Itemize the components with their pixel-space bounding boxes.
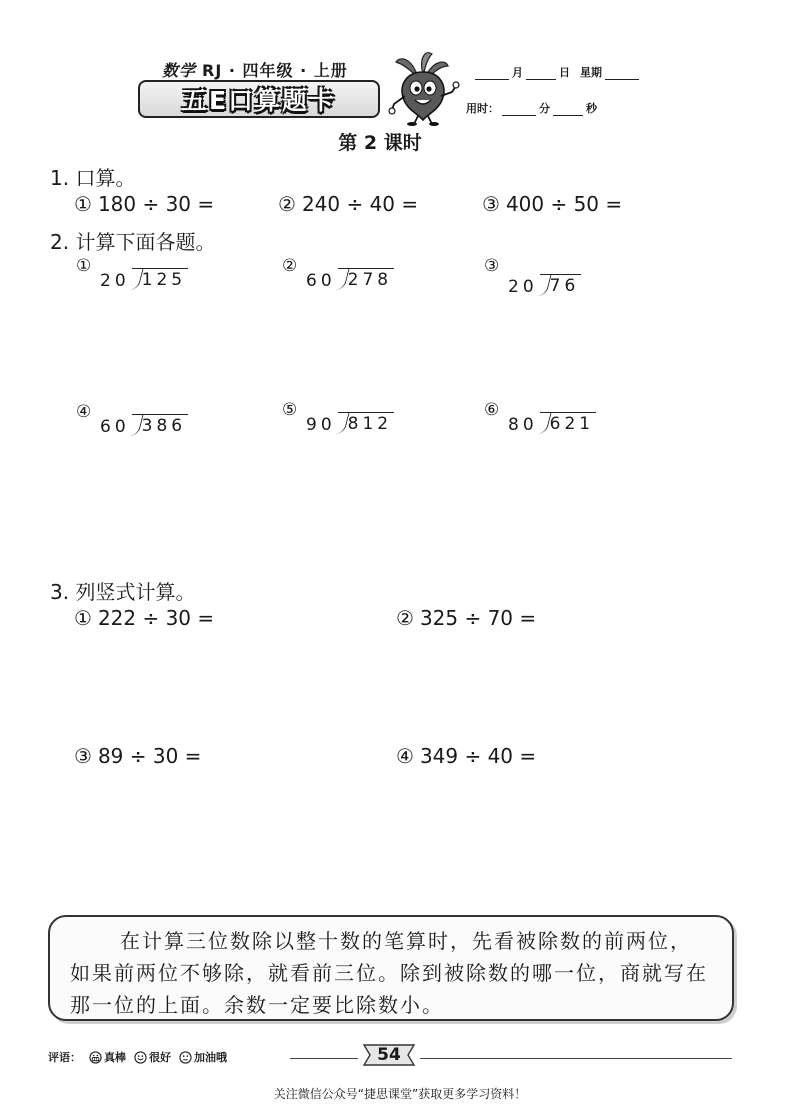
divisor: 20 — [508, 277, 538, 297]
dividend: 76 — [540, 274, 582, 297]
item-number: ③ — [74, 744, 92, 768]
q1-item — [74, 192, 214, 216]
item-number: ④ — [396, 744, 414, 768]
dividend: 386 — [132, 414, 188, 437]
item-expression: 240 ÷ 40 = — [301, 192, 419, 216]
month-blank — [475, 67, 509, 80]
weekday-blank — [605, 67, 639, 80]
divisor: 60 — [100, 417, 130, 437]
divisor: 80 — [508, 415, 538, 435]
dividend: 621 — [540, 412, 596, 435]
item-expression: 325 ÷ 70 = — [419, 606, 537, 630]
item-number: ③ — [484, 256, 500, 276]
lesson-heading: 第 2 课时 — [338, 132, 422, 154]
long-division — [100, 414, 188, 437]
time-label: 用时： — [466, 102, 499, 115]
page-number — [360, 1043, 418, 1067]
day-blank — [526, 67, 556, 80]
q3-item — [74, 606, 214, 630]
radish-mascot-icon — [386, 50, 460, 126]
item-number: ① — [76, 256, 92, 276]
eval-good-label: 很好 — [149, 1051, 171, 1064]
dividend: 812 — [338, 412, 394, 435]
divisor: 60 — [306, 271, 336, 291]
dividend: 278 — [338, 268, 394, 291]
date-field — [472, 64, 642, 80]
item-number: ② — [396, 606, 414, 630]
evaluation-row — [48, 1049, 227, 1065]
item-expression: 180 ÷ 30 = — [97, 192, 215, 216]
item-expression: 400 ÷ 50 = — [505, 192, 623, 216]
long-division — [306, 268, 394, 291]
divisor: 90 — [306, 415, 336, 435]
item-number: ⑤ — [282, 400, 298, 420]
q1-item — [278, 192, 418, 216]
long-division — [508, 274, 581, 297]
page-title: 五E口算题卡 — [181, 86, 337, 115]
q3-item — [396, 606, 536, 630]
long-division — [306, 412, 394, 435]
footer-divider-right — [420, 1058, 732, 1059]
grin-face-icon — [89, 1051, 102, 1064]
second-label: 秒 — [586, 102, 597, 115]
neutral-face-icon — [179, 1051, 192, 1064]
eval-great-label: 真棒 — [104, 1051, 126, 1064]
promo-text: 关注微信公众号“捷思课堂”获取更多学习资料！ — [273, 1087, 527, 1101]
item-number: ① — [74, 192, 92, 216]
q2-title: 2. 计算下面各题。 — [50, 230, 216, 254]
time-field — [466, 100, 597, 116]
item-expression: 349 ÷ 40 = — [419, 744, 537, 768]
item-number: ④ — [76, 402, 92, 422]
long-division — [100, 268, 188, 291]
page-number-text: 54 — [377, 1045, 401, 1065]
subject-label: 数学 — [162, 61, 197, 80]
weekday-label: 星期 — [580, 66, 602, 79]
divisor: 20 — [100, 271, 130, 291]
series-grade-label: RJ · 四年级 · 上册 — [202, 61, 348, 80]
footer-divider-left — [290, 1058, 358, 1059]
q3-item — [396, 744, 536, 768]
second-blank — [553, 103, 583, 116]
item-number: ② — [278, 192, 296, 216]
q3-title: 3. 列竖式计算。 — [50, 580, 196, 604]
tip-box: 在计算三位数除以整十数的笔算时，先看被除数的前两位，如果前两位不够除，就看前三位。除到被除数的哪一位，商就写在那一位的上面。余数一定要比除数小。 — [48, 915, 734, 1021]
series-label — [162, 58, 348, 81]
item-number: ③ — [482, 192, 500, 216]
q3-item — [74, 744, 201, 768]
dividend: 125 — [132, 268, 188, 291]
item-expression: 222 ÷ 30 = — [97, 606, 215, 630]
q1-title: 1. 口算。 — [50, 166, 136, 190]
item-number: ① — [74, 606, 92, 630]
month-label: 月 — [512, 66, 523, 79]
eval-keep-label: 加油哦 — [194, 1051, 227, 1064]
day-label: 日 — [559, 66, 570, 79]
q1-item — [482, 192, 622, 216]
item-expression: 89 ÷ 30 = — [97, 744, 202, 768]
smile-face-icon — [134, 1051, 147, 1064]
minute-blank — [502, 103, 536, 116]
item-number: ⑥ — [484, 400, 500, 420]
minute-label: 分 — [539, 102, 550, 115]
title-banner — [138, 80, 380, 118]
item-number: ② — [282, 256, 298, 276]
long-division — [508, 412, 596, 435]
evaluation-label: 评语： — [48, 1051, 81, 1064]
